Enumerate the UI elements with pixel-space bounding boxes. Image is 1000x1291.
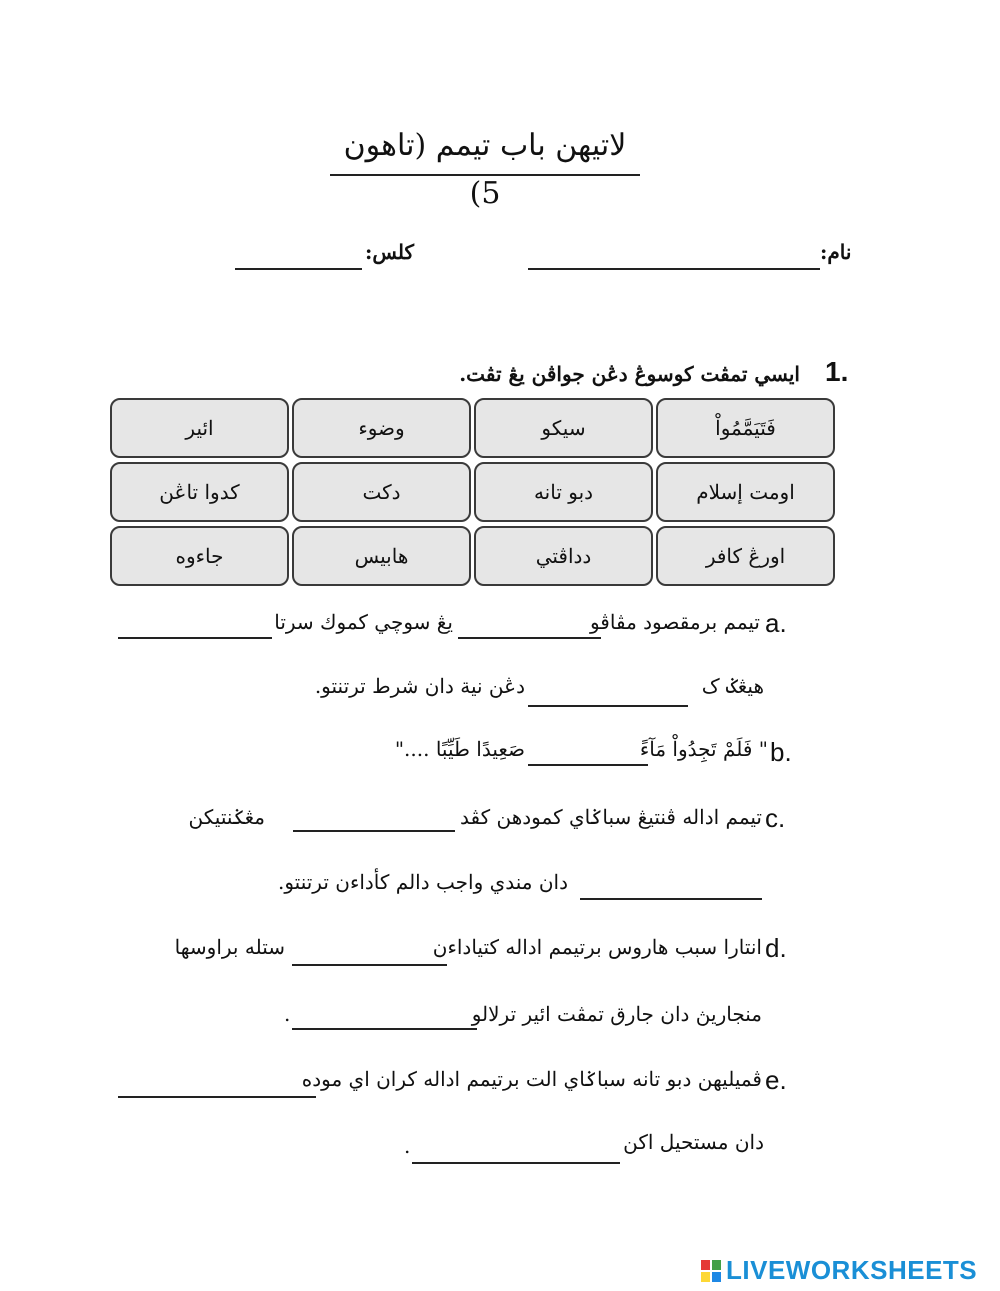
class-field[interactable] (235, 268, 362, 270)
logo-square-green (711, 1259, 722, 1271)
word-bank-cell[interactable]: هابيس (292, 526, 471, 586)
word-bank-cell[interactable]: اورڠ كافر (656, 526, 835, 586)
item-d-blank-2[interactable] (292, 1028, 477, 1030)
word-bank-cell[interactable]: كدوا تاڠن (110, 462, 289, 522)
logo-square-blue (711, 1271, 722, 1283)
name-field[interactable] (528, 268, 820, 270)
worksheet-title: لاتيهن باب تيمم (تاهون 5) (330, 122, 640, 176)
item-a-text-2: يڠ سوچي كموك سرتا (274, 610, 453, 634)
item-b-blank[interactable] (528, 764, 648, 766)
item-c-text-1: تيمم اداله ڤنتيڠ سباݢاي كمودهن كڤد (460, 805, 762, 829)
word-bank-cell[interactable]: جاءوه (110, 526, 289, 586)
item-c-text-3: دان مندي واجب دالم كأداءن ترتنتو. (277, 870, 568, 894)
item-c-text-2: مڠݢنتيكن (188, 805, 265, 829)
item-a-blank-1[interactable] (458, 637, 601, 639)
item-d-text-3: منجاريڽ دان جارق تمڤت ائير ترلالو (471, 1002, 762, 1026)
word-bank-cell[interactable]: دداڤتي (474, 526, 653, 586)
class-label: كلس: (365, 240, 415, 264)
item-c-blank-2[interactable] (580, 898, 762, 900)
liveworksheets-brand: LIVEWORKSHEETS (726, 1255, 978, 1285)
word-bank-cell[interactable]: سيكو (474, 398, 653, 458)
word-bank (110, 398, 838, 590)
item-e-blank-1[interactable] (118, 1096, 316, 1098)
logo-square-yellow (700, 1271, 711, 1283)
item-d-text-2: ستله براوسها (174, 935, 285, 959)
liveworksheets-logo-icon (700, 1259, 722, 1283)
word-bank-cell[interactable]: اومت إسلام (656, 462, 835, 522)
item-a-text-4: دڠن نية دان شرط ترتنتو. (314, 674, 525, 698)
item-a-text-3: هيڠݢ ک (701, 674, 764, 698)
item-b-text-1: " فَلَمْ تَجِدُواْ مَآءً (639, 737, 768, 761)
item-a-text-1: تيمم برمقصود مڤاڤو (589, 610, 760, 634)
logo-square-red (700, 1259, 711, 1271)
item-a-letter: a. (765, 608, 787, 638)
item-d-text-1: انتارا سبب هاروس برتيمم اداله كتياداءن (432, 935, 762, 959)
item-e-text-1: ڤميليهن دبو تانه سباݢاي الت برتيمم اداله كران اي موده (301, 1067, 762, 1091)
item-d-letter: d. (765, 933, 787, 963)
question-instruction: ايسي تمڤت كوسوڠ دڠن جواڤن يڠ تڤت. (459, 362, 800, 386)
item-a-blank-3[interactable] (528, 705, 688, 707)
item-a-blank-2[interactable] (118, 637, 272, 639)
item-c-letter: c. (765, 803, 786, 833)
item-e-period: . (404, 1134, 411, 1158)
question-number: 1. (825, 356, 849, 387)
liveworksheets-logo[interactable] (700, 1255, 977, 1286)
item-e-letter: e. (765, 1065, 787, 1095)
word-bank-cell[interactable]: وضوء (292, 398, 471, 458)
item-d-blank-1[interactable] (292, 964, 447, 966)
word-bank-cell[interactable]: ائير (110, 398, 289, 458)
item-c-blank-1[interactable] (293, 830, 455, 832)
item-b-text-2: صَعِيدًا طَيِّبًا ...." (394, 737, 525, 761)
name-label: نام: (820, 240, 852, 264)
item-e-text-2: دان مستحيل اكن (623, 1130, 764, 1154)
word-bank-cell[interactable]: دبو تانه (474, 462, 653, 522)
item-e-blank-2[interactable] (412, 1162, 620, 1164)
word-bank-cell[interactable]: فَتَيَمَّمُواْ (656, 398, 835, 458)
item-b-letter: b. (770, 737, 792, 767)
item-d-period: . (284, 1002, 291, 1026)
word-bank-cell[interactable]: دكت (292, 462, 471, 522)
